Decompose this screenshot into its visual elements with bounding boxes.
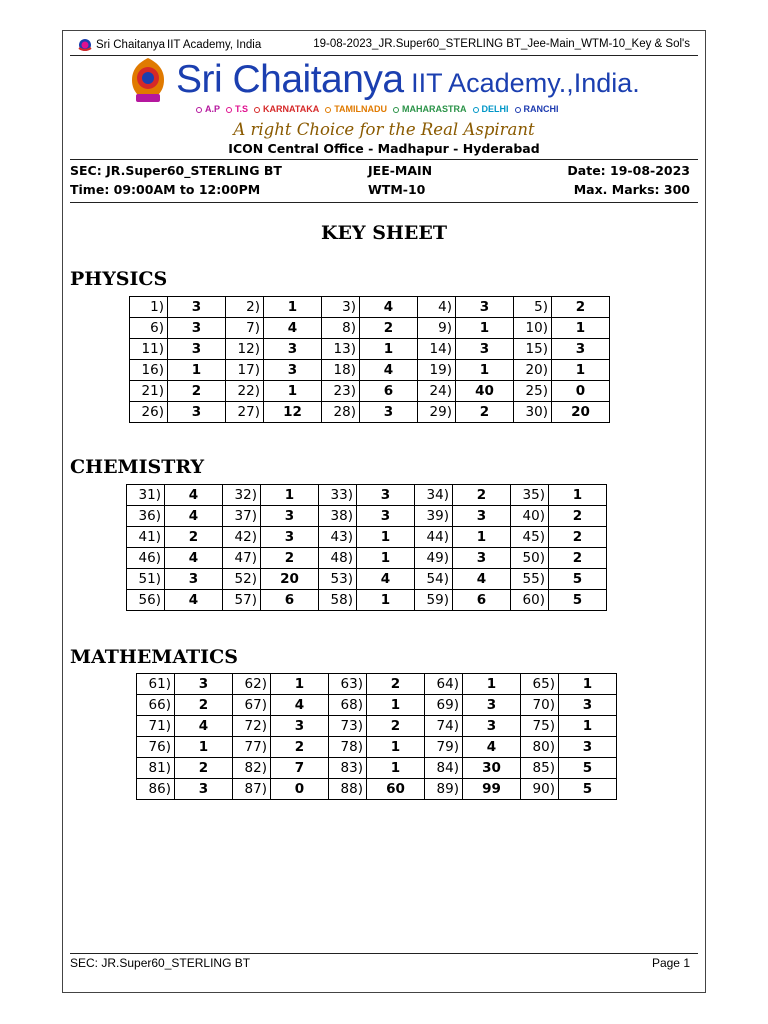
answer-key: 1	[552, 360, 610, 381]
answer-key: 3	[463, 716, 521, 737]
answer-key: 3	[360, 402, 418, 423]
question-number: 12)	[226, 339, 264, 360]
question-number: 47)	[223, 548, 261, 569]
table-row	[130, 402, 610, 423]
answer-key: 3	[271, 716, 329, 737]
masthead-rule	[70, 159, 698, 160]
answer-key: 1	[264, 381, 322, 402]
running-header-brand-rest: IIT Academy, India	[167, 39, 262, 51]
chemistry-title: CHEMISTRY	[70, 456, 205, 478]
question-number: 28)	[322, 402, 360, 423]
question-number: 23)	[322, 381, 360, 402]
answer-key: 2	[367, 716, 425, 737]
masthead-name: Sri Chaitanya	[176, 58, 404, 101]
chemistry-key-table	[126, 484, 607, 611]
state-label: T.S	[235, 104, 249, 114]
answer-key: 1	[271, 674, 329, 695]
answer-key: 30	[463, 758, 521, 779]
answer-key: 4	[357, 569, 415, 590]
key-sheet-title: KEY SHEET	[321, 222, 447, 244]
question-number: 79)	[425, 737, 463, 758]
answer-key: 3	[456, 297, 514, 318]
table-row	[127, 590, 607, 611]
running-header	[76, 36, 696, 54]
state-label: KARNATAKA	[263, 104, 320, 114]
answer-key: 2	[552, 297, 610, 318]
answer-key: 2	[175, 758, 233, 779]
question-number: 1)	[130, 297, 168, 318]
bullet-icon	[325, 107, 331, 113]
question-number: 35)	[511, 485, 549, 506]
answer-key: 4	[271, 695, 329, 716]
bullet-icon	[254, 107, 260, 113]
question-number: 60)	[511, 590, 549, 611]
states-list	[196, 104, 559, 114]
exam-time: Time: 09:00AM to 12:00PM	[70, 182, 261, 197]
question-number: 43)	[319, 527, 357, 548]
bullet-icon	[515, 107, 521, 113]
answer-key: 1	[367, 737, 425, 758]
question-number: 50)	[511, 548, 549, 569]
question-number: 82)	[233, 758, 271, 779]
question-number: 45)	[511, 527, 549, 548]
question-number: 46)	[127, 548, 165, 569]
state-item	[196, 104, 220, 114]
answer-key: 1	[559, 674, 617, 695]
answer-key: 20	[261, 569, 319, 590]
bullet-icon	[196, 107, 202, 113]
question-number: 86)	[137, 779, 175, 800]
bullet-icon	[393, 107, 399, 113]
question-number: 22)	[226, 381, 264, 402]
question-number: 34)	[415, 485, 453, 506]
question-number: 3)	[322, 297, 360, 318]
answer-key: 2	[549, 548, 607, 569]
answer-key: 3	[168, 339, 226, 360]
question-number: 52)	[223, 569, 261, 590]
state-item	[325, 104, 387, 114]
answer-key: 5	[559, 758, 617, 779]
sec-label: SEC: JR.Super60_STERLING BT	[70, 163, 282, 178]
answer-key: 1	[360, 339, 418, 360]
answer-key: 2	[168, 381, 226, 402]
question-number: 10)	[514, 318, 552, 339]
question-number: 69)	[425, 695, 463, 716]
answer-key: 7	[271, 758, 329, 779]
question-number: 90)	[521, 779, 559, 800]
question-number: 89)	[425, 779, 463, 800]
question-number: 25)	[514, 381, 552, 402]
masthead-suffix: IIT Academy.,India.	[403, 68, 640, 98]
question-number: 32)	[223, 485, 261, 506]
table-row	[130, 381, 610, 402]
answer-key: 4	[165, 485, 223, 506]
question-number: 57)	[223, 590, 261, 611]
answer-key: 2	[549, 506, 607, 527]
answer-key: 60	[367, 779, 425, 800]
question-number: 51)	[127, 569, 165, 590]
answer-key: 2	[453, 485, 511, 506]
table-row	[130, 339, 610, 360]
answer-key: 3	[175, 674, 233, 695]
question-number: 14)	[418, 339, 456, 360]
question-number: 74)	[425, 716, 463, 737]
answer-key: 3	[264, 339, 322, 360]
table-row	[137, 758, 617, 779]
answer-key: 1	[357, 590, 415, 611]
bullet-icon	[226, 107, 232, 113]
question-number: 44)	[415, 527, 453, 548]
state-label: RANCHI	[523, 104, 559, 114]
table-row	[137, 695, 617, 716]
question-number: 81)	[137, 758, 175, 779]
question-number: 16)	[130, 360, 168, 381]
question-number: 21)	[130, 381, 168, 402]
question-number: 67)	[233, 695, 271, 716]
answer-key: 4	[453, 569, 511, 590]
answer-key: 0	[271, 779, 329, 800]
answer-key: 6	[453, 590, 511, 611]
question-number: 72)	[233, 716, 271, 737]
answer-key: 2	[360, 318, 418, 339]
answer-key: 1	[357, 527, 415, 548]
answer-key: 3	[463, 695, 521, 716]
question-number: 33)	[319, 485, 357, 506]
answer-key: 1	[463, 674, 521, 695]
question-number: 56)	[127, 590, 165, 611]
question-number: 68)	[329, 695, 367, 716]
question-number: 84)	[425, 758, 463, 779]
question-number: 80)	[521, 737, 559, 758]
table-row	[127, 527, 607, 548]
table-row	[137, 779, 617, 800]
answer-key: 4	[463, 737, 521, 758]
footer-page: Page 1	[651, 956, 690, 970]
state-item	[515, 104, 559, 114]
answer-key: 1	[559, 716, 617, 737]
question-number: 6)	[130, 318, 168, 339]
question-number: 31)	[127, 485, 165, 506]
exam-date: Date: 19-08-2023	[567, 163, 690, 178]
state-label: MAHARASTRA	[402, 104, 467, 114]
table-row	[137, 674, 617, 695]
question-number: 85)	[521, 758, 559, 779]
answer-key: 3	[168, 402, 226, 423]
question-number: 18)	[322, 360, 360, 381]
running-header-brand	[76, 38, 261, 52]
answer-key: 2	[165, 527, 223, 548]
answer-key: 3	[456, 339, 514, 360]
state-item	[254, 104, 319, 114]
mathematics-title: MATHEMATICS	[70, 646, 238, 668]
question-number: 2)	[226, 297, 264, 318]
answer-key: 1	[453, 527, 511, 548]
question-number: 7)	[226, 318, 264, 339]
table-row	[127, 485, 607, 506]
answer-key: 3	[165, 569, 223, 590]
state-label: A.P	[205, 104, 221, 114]
answer-key: 3	[357, 506, 415, 527]
question-number: 11)	[130, 339, 168, 360]
table-row	[130, 297, 610, 318]
question-number: 42)	[223, 527, 261, 548]
question-number: 62)	[233, 674, 271, 695]
answer-key: 99	[463, 779, 521, 800]
answer-key: 2	[175, 695, 233, 716]
answer-key: 3	[168, 297, 226, 318]
question-number: 78)	[329, 737, 367, 758]
question-number: 87)	[233, 779, 271, 800]
answer-key: 1	[549, 485, 607, 506]
answer-key: 3	[453, 548, 511, 569]
question-number: 41)	[127, 527, 165, 548]
question-number: 15)	[514, 339, 552, 360]
answer-key: 4	[360, 297, 418, 318]
answer-key: 2	[367, 674, 425, 695]
question-number: 5)	[514, 297, 552, 318]
answer-key: 1	[456, 360, 514, 381]
question-number: 20)	[514, 360, 552, 381]
question-number: 65)	[521, 674, 559, 695]
answer-key: 5	[549, 590, 607, 611]
answer-key: 3	[559, 695, 617, 716]
question-number: 55)	[511, 569, 549, 590]
answer-key: 5	[559, 779, 617, 800]
state-label: TAMILNADU	[334, 104, 388, 114]
question-number: 24)	[418, 381, 456, 402]
question-number: 88)	[329, 779, 367, 800]
state-label: DELHI	[481, 104, 509, 114]
office-address: ICON Central Office - Madhapur - Hyderabad	[228, 141, 540, 156]
question-number: 37)	[223, 506, 261, 527]
question-number: 9)	[418, 318, 456, 339]
question-number: 29)	[418, 402, 456, 423]
max-marks: Max. Marks: 300	[573, 182, 690, 197]
footer-sec: SEC: JR.Super60_STERLING BT	[70, 956, 251, 970]
answer-key: 2	[261, 548, 319, 569]
answer-key: 1	[168, 360, 226, 381]
answer-key: 4	[175, 716, 233, 737]
question-number: 71)	[137, 716, 175, 737]
question-number: 19)	[418, 360, 456, 381]
answer-key: 3	[264, 360, 322, 381]
answer-key: 1	[367, 758, 425, 779]
answer-key: 3	[175, 779, 233, 800]
table-row	[130, 318, 610, 339]
answer-key: 3	[357, 485, 415, 506]
question-number: 83)	[329, 758, 367, 779]
bullet-icon	[473, 107, 479, 113]
answer-key: 20	[552, 402, 610, 423]
question-number: 59)	[415, 590, 453, 611]
question-number: 70)	[521, 695, 559, 716]
question-number: 66)	[137, 695, 175, 716]
question-number: 54)	[415, 569, 453, 590]
answer-key: 5	[549, 569, 607, 590]
question-number: 58)	[319, 590, 357, 611]
question-number: 38)	[319, 506, 357, 527]
question-number: 30)	[514, 402, 552, 423]
answer-key: 1	[261, 485, 319, 506]
state-item	[226, 104, 248, 114]
answer-key: 3	[261, 506, 319, 527]
question-number: 64)	[425, 674, 463, 695]
answer-key: 3	[168, 318, 226, 339]
tagline: A right Choice for the Real Aspirant	[233, 120, 535, 139]
test-code: WTM-10	[368, 182, 426, 197]
question-number: 63)	[329, 674, 367, 695]
answer-key: 12	[264, 402, 322, 423]
answer-key: 2	[271, 737, 329, 758]
question-number: 73)	[329, 716, 367, 737]
answer-key: 2	[456, 402, 514, 423]
question-number: 40)	[511, 506, 549, 527]
question-number: 26)	[130, 402, 168, 423]
answer-key: 1	[456, 318, 514, 339]
question-number: 8)	[322, 318, 360, 339]
answer-key: 6	[360, 381, 418, 402]
question-number: 17)	[226, 360, 264, 381]
question-number: 76)	[137, 737, 175, 758]
answer-key: 4	[360, 360, 418, 381]
answer-key: 1	[175, 737, 233, 758]
question-number: 13)	[322, 339, 360, 360]
mathematics-key-table	[136, 673, 617, 800]
answer-key: 4	[165, 506, 223, 527]
question-number: 48)	[319, 548, 357, 569]
answer-key: 3	[261, 527, 319, 548]
exam-name: JEE-MAIN	[368, 163, 433, 178]
question-number: 77)	[233, 737, 271, 758]
question-number: 4)	[418, 297, 456, 318]
state-item	[393, 104, 467, 114]
meta-rule	[70, 202, 698, 203]
table-row	[137, 716, 617, 737]
answer-key: 1	[552, 318, 610, 339]
footer-rule	[70, 953, 698, 954]
answer-key: 3	[559, 737, 617, 758]
logo-mini-icon	[76, 38, 94, 52]
question-number: 53)	[319, 569, 357, 590]
question-number: 49)	[415, 548, 453, 569]
answer-key: 3	[453, 506, 511, 527]
answer-key: 4	[264, 318, 322, 339]
table-row	[137, 737, 617, 758]
state-item	[473, 104, 509, 114]
answer-key: 1	[367, 695, 425, 716]
masthead-brand	[176, 58, 640, 102]
table-row	[127, 548, 607, 569]
table-row	[127, 506, 607, 527]
question-number: 75)	[521, 716, 559, 737]
question-number: 36)	[127, 506, 165, 527]
answer-key: 4	[165, 590, 223, 611]
sri-chaitanya-logo-icon	[128, 56, 168, 106]
answer-key: 3	[552, 339, 610, 360]
physics-key-table	[129, 296, 610, 423]
table-row	[127, 569, 607, 590]
table-row	[130, 360, 610, 381]
answer-key: 4	[165, 548, 223, 569]
question-number: 39)	[415, 506, 453, 527]
answer-key: 1	[264, 297, 322, 318]
question-number: 27)	[226, 402, 264, 423]
physics-title: PHYSICS	[70, 268, 168, 290]
running-header-brand-name: Sri Chaitanya	[96, 39, 166, 51]
answer-key: 0	[552, 381, 610, 402]
running-header-title: 19-08-2023_JR.Super60_STERLING BT_Jee-Main_WTM-10_Key & Sol's	[313, 38, 690, 50]
answer-key: 40	[456, 381, 514, 402]
answer-key: 2	[549, 527, 607, 548]
answer-key: 6	[261, 590, 319, 611]
question-number: 61)	[137, 674, 175, 695]
answer-key: 1	[357, 548, 415, 569]
